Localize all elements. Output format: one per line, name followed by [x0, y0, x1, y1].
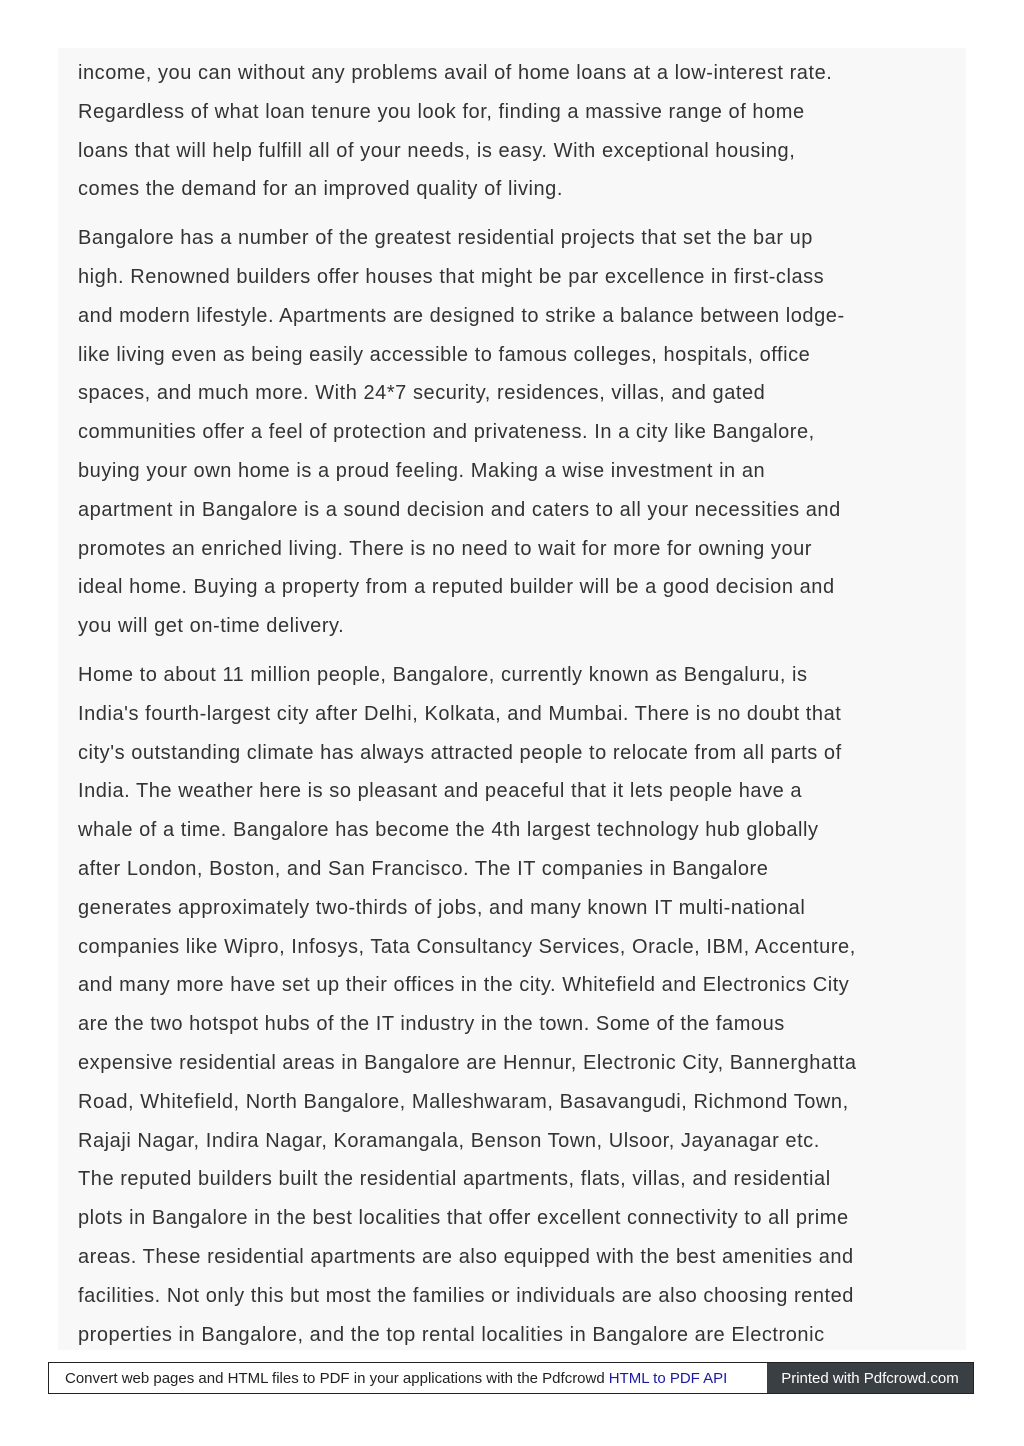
- pdfcrowd-footer: [48, 1362, 974, 1394]
- footer-promo-text: Convert web pages and HTML files to PDF in your applications with the Pdfcrowd: [65, 1369, 605, 1387]
- paragraph-home-loans: income, you can without any problems avail of home loans at a low-interest rate. Regardless of what loan tenure you look for, finding a massive range of home loans that will help fulfill all of your needs, is easy. With exceptional housing, comes the demand for an improved quality of living.: [78, 62, 833, 201]
- paragraph-bangalore-overview: Home to about 11 million people, Bangalore, currently known as Bengaluru, is India's fourth-largest city after Delhi, Kolkata, and Mumbai. There is no doubt that city's outstanding climate has always attracted people to relocate from all parts of India. The weather here is so pleasant and peaceful that it lets people have a whale of a time. Bangalore has become the 4th largest technology hub globally after London, Boston, and San Francisco. The IT companies in Bangalore generates approximately two-thirds of jobs, and many known IT multi-national companies like Wipro, Infosys, Tata Consultancy Services, Oracle, IBM, Accenture, and many more have set up their offices in the city. Whitefield and Electronics City are the two hotspot hubs of the IT industry in the town. Some of the famous expensive residential areas in Bangalore are Hennur, Electronic City, Bannerghatta Road, Whitefield, North Bangalore, Malleshwaram, Basavangudi, Richmond Town, Rajaji Nagar, Indira Nagar, Koramangala, Benson Town, Ulsoor, Jayanagar etc. The reputed builders built the residential apartments, flats, villas, and residential plots in Bangalore in the best localities that offer excellent connectivity to all prime areas. These residential apartments are also equipped with the best amenities and facilities. Not only this but most the families or individuals are also choosing rented properties in Bangalore, and the top rental localities in Bangalore are Electronic: [78, 663, 857, 1346]
- html-to-pdf-api-link[interactable]: HTML to PDF API: [608, 1369, 728, 1387]
- article-body: [78, 54, 946, 1350]
- paragraph-residential-projects: Bangalore has a number of the greatest residential projects that set the bar up high. Renowned builders offer houses that might be par excellence in first-class and modern lifestyle. Apartments are designed to strike a balance between lodge- like living even as being easily accessible to famous colleges, hospitals, office spaces, and much more. With 24*7 security, residences, villas, and gated communities offer a feel of protection and privateness. In a city like Bangalore, buying your own home is a proud feeling. Making a wise investment in an apartment in Bangalore is a sound decision and caters to all your necessities and promotes an enriched living. There is no need to wait for more for owning your ideal home. Buying a property from a reputed builder will be a good decision and you will get on-time delivery.: [78, 227, 845, 638]
- footer-promo: [49, 1363, 767, 1393]
- printed-with-pdfcrowd-badge[interactable]: Printed with Pdfcrowd.com: [767, 1363, 973, 1393]
- article-container: [58, 48, 966, 1350]
